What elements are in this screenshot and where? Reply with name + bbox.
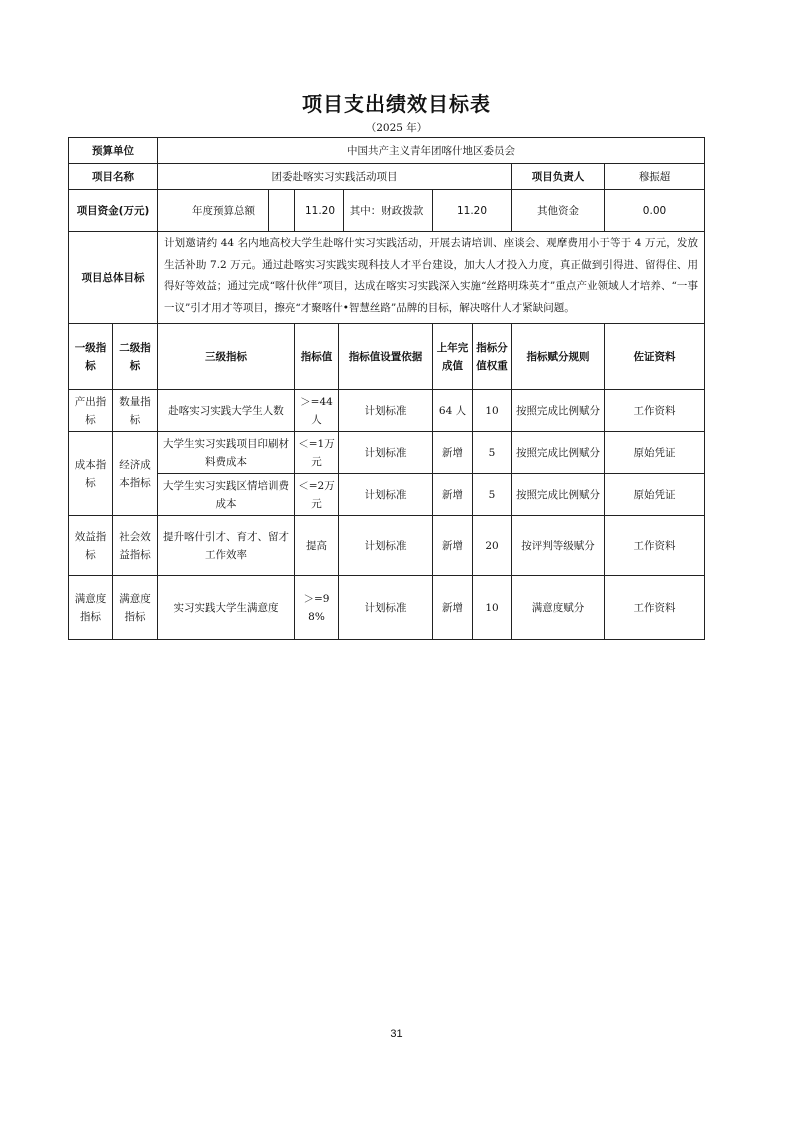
row-level2: 数量指标 bbox=[113, 390, 158, 432]
row-rule: 满意度赋分 bbox=[512, 576, 605, 640]
row-level2: 社会效益指标 bbox=[113, 516, 158, 576]
row-level3: 大学生实习实践区情培训费成本 bbox=[158, 474, 295, 516]
page-number: 31 bbox=[390, 1028, 403, 1040]
overall-goal-label: 项目总体目标 bbox=[69, 232, 158, 324]
table-row bbox=[69, 474, 705, 516]
row-basis: 计划标准 bbox=[339, 516, 433, 576]
funds-label: 项目资金(万元) bbox=[69, 190, 158, 232]
header-level2: 二级指标 bbox=[113, 324, 158, 390]
header-rule: 指标赋分规则 bbox=[512, 324, 605, 390]
project-name-value: 团委赴喀实习实践活动项目 bbox=[158, 164, 512, 190]
row-target: ＞=98% bbox=[295, 576, 339, 640]
row-last-year: 新增 bbox=[433, 576, 473, 640]
row-basis: 计划标准 bbox=[339, 576, 433, 640]
row-weight: 20 bbox=[473, 516, 512, 576]
project-name-label: 项目名称 bbox=[69, 164, 158, 190]
row-evidence: 工作资料 bbox=[605, 390, 705, 432]
of-which-label: 其中：财政拨款 bbox=[349, 204, 424, 217]
row-level2: 满意度指标 bbox=[113, 576, 158, 640]
header-weight: 指标分值权重 bbox=[473, 324, 512, 390]
page-title: 项目支出绩效目标表 bbox=[302, 92, 491, 116]
funds-row bbox=[69, 190, 705, 232]
header-evidence: 佐证资料 bbox=[605, 324, 705, 390]
fiscal-value: 11.20 bbox=[433, 190, 512, 232]
row-weight: 5 bbox=[473, 432, 512, 474]
row-target: ＜=2万元 bbox=[295, 474, 339, 516]
row-level1: 成本指标 bbox=[69, 432, 113, 516]
overall-goal-text: 计划邀请约 44 名内地高校大学生赴喀什实习实践活动，开展去请培训、座谈会、观摩费用小于等于 4 万元，发放生活补助 7.2 万元。通过赴喀实习实践实现科技人才平台建设，加大人才投入力度，真正做到引得进、留得住、用得好等效益；通过完成“喀什伙伴”项目，达成在喀实习实践深入实施“丝路明珠英才”重点产业领域人才培养、“一事一议”引才用才等项目，擦亮“才聚喀什•智慧丝路”品牌的目标，解决喀什人才紧缺问题。 bbox=[158, 232, 705, 324]
row-last-year: 新增 bbox=[433, 474, 473, 516]
fiscal-cell bbox=[295, 190, 433, 232]
annual-budget-label: 年度预算总额 bbox=[158, 190, 295, 232]
row-basis: 计划标准 bbox=[339, 390, 433, 432]
table-row bbox=[69, 390, 705, 432]
row-last-year: 新增 bbox=[433, 432, 473, 474]
row-level3: 大学生实习实践项目印刷材料费成本 bbox=[158, 432, 295, 474]
row-level3: 实习实践大学生满意度 bbox=[158, 576, 295, 640]
header-level1: 一级指标 bbox=[69, 324, 113, 390]
row-target: ＜=1万元 bbox=[295, 432, 339, 474]
row-target: ＞=44人 bbox=[295, 390, 339, 432]
table-row bbox=[69, 516, 705, 576]
header-target: 指标值 bbox=[295, 324, 339, 390]
header-row bbox=[69, 324, 705, 390]
row-weight: 10 bbox=[473, 576, 512, 640]
row-level3: 赴喀实习实践大学生人数 bbox=[158, 390, 295, 432]
row-level2: 经济成本指标 bbox=[113, 432, 158, 516]
row-target: 提高 bbox=[295, 516, 339, 576]
row-level1: 满意度指标 bbox=[69, 576, 113, 640]
row-rule: 按照完成比例赋分 bbox=[512, 432, 605, 474]
row-rule: 按评判等级赋分 bbox=[512, 516, 605, 576]
project-lead-value: 穆振超 bbox=[605, 164, 705, 190]
overall-goal-row bbox=[69, 232, 705, 324]
row-basis: 计划标准 bbox=[339, 432, 433, 474]
header-level3: 三级指标 bbox=[158, 324, 295, 390]
row-level1: 效益指标 bbox=[69, 516, 113, 576]
row-rule: 按照完成比例赋分 bbox=[512, 474, 605, 516]
row-last-year: 64 人 bbox=[433, 390, 473, 432]
row-evidence: 原始凭证 bbox=[605, 474, 705, 516]
budget-unit-label: 预算单位 bbox=[69, 138, 158, 164]
row-rule: 按照完成比例赋分 bbox=[512, 390, 605, 432]
row-evidence: 工作资料 bbox=[605, 576, 705, 640]
budget-unit-row bbox=[69, 138, 705, 164]
project-name-row bbox=[69, 164, 705, 190]
row-evidence: 原始凭证 bbox=[605, 432, 705, 474]
table-row bbox=[69, 576, 705, 640]
row-basis: 计划标准 bbox=[339, 474, 433, 516]
row-weight: 5 bbox=[473, 474, 512, 516]
table-row bbox=[69, 432, 705, 474]
project-lead-label: 项目负责人 bbox=[512, 164, 605, 190]
row-weight: 10 bbox=[473, 390, 512, 432]
row-evidence: 工作资料 bbox=[605, 516, 705, 576]
other-funds-value: 0.00 bbox=[605, 190, 705, 232]
header-basis: 指标值设置依据 bbox=[339, 324, 433, 390]
year-label: （2025 年） bbox=[365, 122, 428, 134]
row-last-year: 新增 bbox=[433, 516, 473, 576]
row-level3: 提升喀什引才、育才、留才工作效率 bbox=[158, 516, 295, 576]
row-level1: 产出指标 bbox=[69, 390, 113, 432]
other-funds-label: 其他资金 bbox=[512, 190, 605, 232]
performance-table bbox=[68, 137, 705, 640]
budget-unit-value: 中国共产主义青年团喀什地区委员会 bbox=[158, 138, 705, 164]
header-last-year: 上年完成值 bbox=[433, 324, 473, 390]
annual-budget-value: 11.20 bbox=[304, 204, 336, 217]
